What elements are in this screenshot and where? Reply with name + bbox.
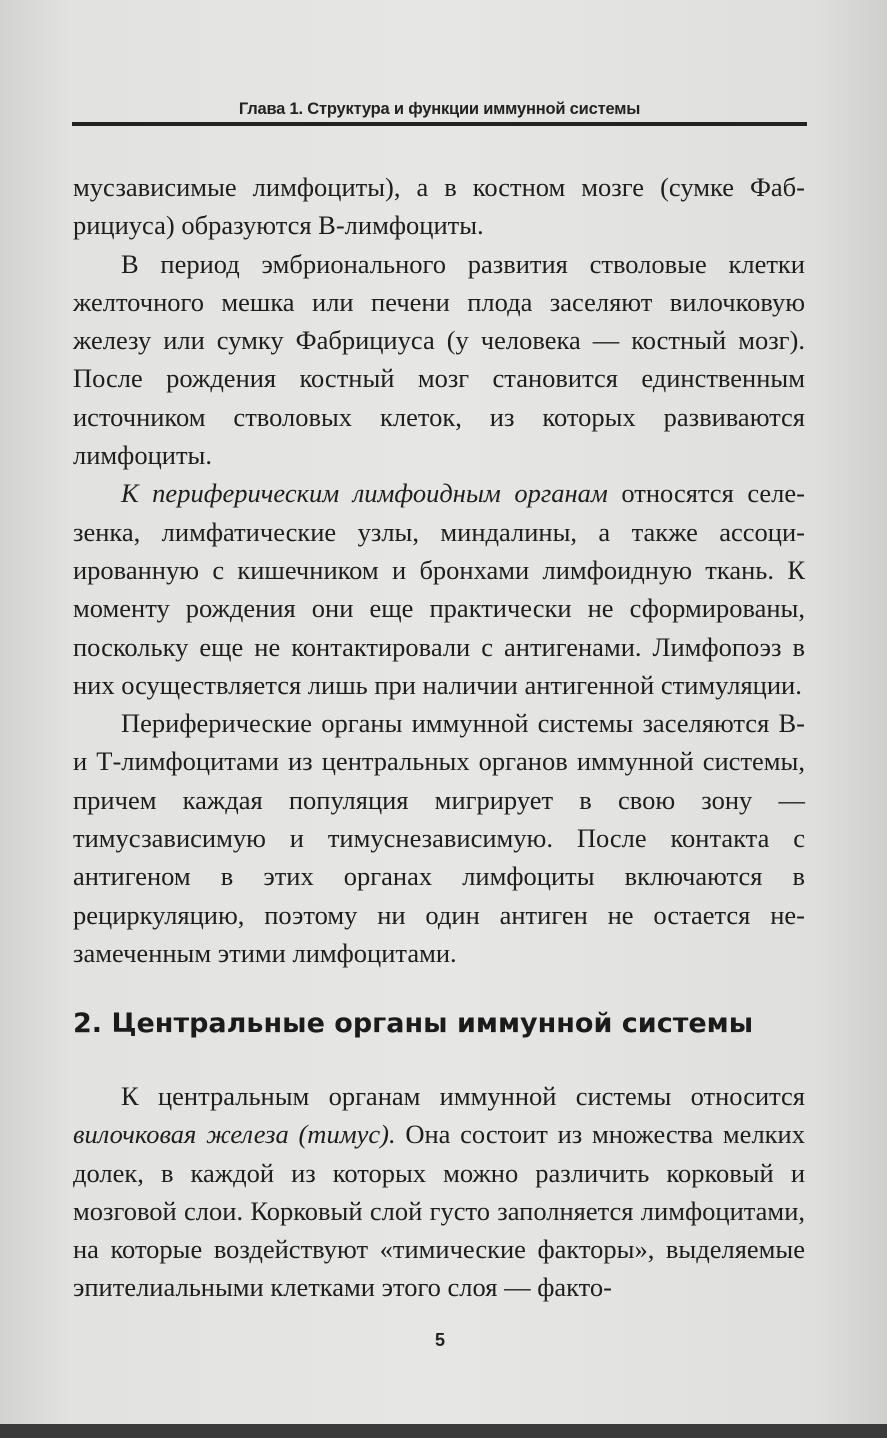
paragraph-continuation: мусзависимые лимфоциты), а в костном мозге (сумке Фабрициуса) образуются В-лимфоциты. <box>73 172 805 241</box>
paragraph-thymus <box>73 1077 805 1307</box>
paragraph-thymus-text: Она состоит из множества мелких долек, в каждой из которых можно различить корковый и мозговой слои. Корковый слой густо заполняется лимфоцитами, на которые воздействуют «тимические факторы», выделяемые эпителиальными клетками этого слоя — факто- <box>73 1119 805 1303</box>
running-head-rule <box>72 122 807 126</box>
paragraph-embryonic-development: В период эмбрионального развития стволовые клетки желточного мешка или печени плода заселяют вилочковую железу или сумку Фабрициуса (у человека — костный мозг). После рождения костный мозг становится единственным источником стволовых клеток, из которых развиваются лимфоциты. <box>73 248 805 471</box>
body-text-top <box>73 168 805 972</box>
scan-bottom-edge <box>0 1424 887 1438</box>
section-heading: 2. Центральные органы иммунной системы <box>73 1008 754 1039</box>
paragraph-thymus-lead: К центральным органам иммунной системы относится <box>121 1081 805 1111</box>
paragraph-lymphocyte-recirculation: Периферические органы иммунной системы заселяются В- и Т-лимфоцитами из центральных органов иммунной системы, причем каждая популяция мигрирует в свою зону — тимусзависимую и тимуснезависимую. После контакта с антигеном в этих органах лимфоциты включаются в рециркуляцию, поэтому ни один антиген не остается незамеченным этими лимфоцитами. <box>73 708 805 968</box>
italic-term-thymus: вилочковая железа (тимус). <box>73 1119 396 1150</box>
paragraph-peripheral-organs <box>73 474 805 704</box>
page-number: 5 <box>434 1330 445 1350</box>
italic-term-peripheral: К периферическим лимфоидным органам <box>121 478 608 509</box>
body-text-bottom <box>73 1077 805 1307</box>
paragraph-peripheral-organs-text: относятся селезенка, лимфатические узлы, миндалины, а также ассоциированную с кишечником и бронхами лимфоидную ткань. К моменту рождения они еще практически не сформированы, поскольку еще не контактировали с антигенами. Лимфопоэз в них осуществляется лишь при наличии антигенной стимуляции. <box>73 478 805 700</box>
running-head: Глава 1. Структура и функции иммунной системы <box>238 100 641 118</box>
